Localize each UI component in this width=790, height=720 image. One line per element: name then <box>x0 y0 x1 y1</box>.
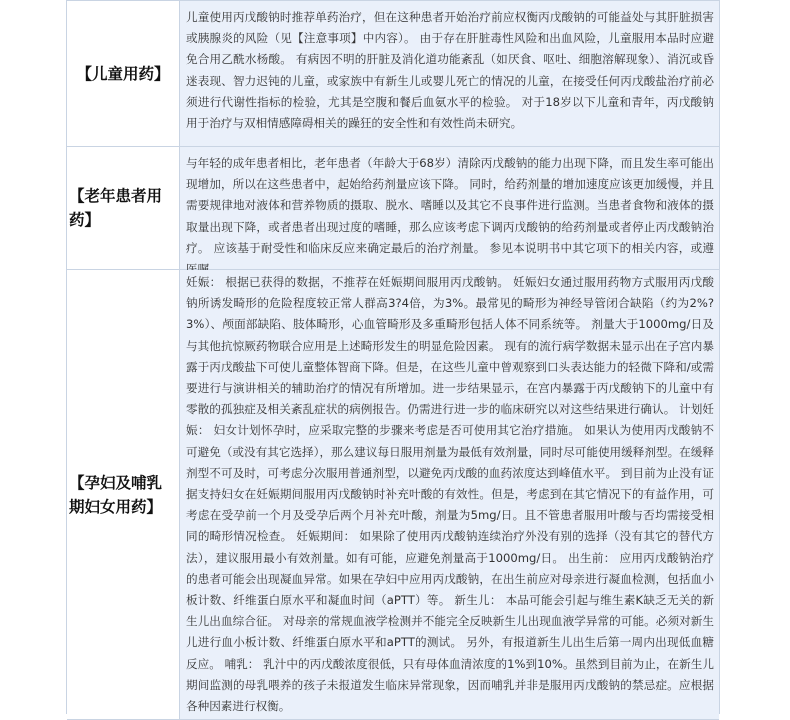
table-row-pediatric <box>67 0 719 147</box>
row-content-pediatric: 儿童使用丙戊酸钠时推荐单药治疗，但在这种患者开始治疗前应权衡丙戊酸钠的可能益处与其肝脏损害或胰腺炎的风险（见【注意事项】中内容）。 由于存在肝脏毒性风险和出血风险，儿童服用本品时应避免合用乙酰水杨酸。 有病因不明的肝脏及消化道功能紊乱（如厌食、呕吐、细胞溶解现象）、消沉或昏迷表现、智力迟钝的儿童，或家族中有新生儿或婴儿死亡的情况的儿童，在接受任何丙戊酸盐治疗前必须进行代谢性指标的检验，尤其是空腹和餐后血氨水平的检验。 对于18岁以下儿童和青年，丙戊酸钠用于治疗与双相情感障碍相关的躁狂的安全性和有效性尚未研究。 <box>180 1 719 146</box>
row-content-pregnancy: 妊娠： 根据已获得的数据，不推荐在妊娠期间服用丙戊酸钠。 妊娠妇女通过服用药物方式服用丙戊酸钠所诱发畸形的危险程度较正常人群高3?4倍，为3%。最常见的畸形为神经导管闭合缺陷（约为2%?3%）、颅面部缺陷、肢体畸形，心血管畸形及多重畸形包括人体不同系统等。 剂量大于1000mg/日及与其他抗惊厥药物联合应用是上述畸形发生的明显危险因素。 现有的流行病学数据未显示出在子宫内暴露于丙戊酸盐下可使儿童整体智商下降。但是，在这些儿童中曾观察到口头表达能力的轻微下降和/或需要进行与演讲相关的辅助治疗的情况有所增加。进一步结果显示，在宫内暴露于丙戊酸钠下的儿童中有零散的孤独症及相关紊乱症状的病例报告。仍需进行进一步的临床研究以对这些结果进行确认。 计划妊娠： 妇女计划怀孕时，应采取完整的步骤来考虑是否可使用其它治疗措施。 如果认为使用丙戊酸钠不可避免（或没有其它选择），那么建议每日服用剂量为最低有效剂量，同时尽可能使用缓释剂型。在缓释剂型不可及时，可考虑分次服用普通剂型，以避免丙戊酸的血药浓度达到峰值水平。 到目前为止没有证据支持妇女在妊娠期间服用丙戊酸钠时补充叶酸的有效性。但是，考虑到在其它情况下的有益作用，可考虑在受孕前一个月及受孕后两个月补充叶酸，剂量为5mg/日。且不管患者服用叶酸与否均需接受相同的畸形情况检查。 妊娠期间： 如果除了使用丙戊酸钠连续治疗外没有别的选择（没有其它的替代方法），建议服用最小有效剂量。如有可能，应避免剂量高于1000mg/日。 出生前： 应用丙戊酸钠治疗的患者可能会出现凝血异常。如果在孕妇中应用丙戊酸钠，在出生前应对母亲进行凝血检测，包括血小板计数、纤维蛋白原水平和凝血时间（aPTT）等。 新生儿： 本品可能会引起与维生素K缺乏无关的新生儿出血综合征。 对母亲的常规血液学检测并不能完全反映新生儿出现血液学异常的可能。必须对新生儿进行血小板计数、纤维蛋白原水平和aPTT的测试。 另外，有报道新生儿出生后第一周内出现低血糖反应。 哺乳： 乳汁中的丙戊酸浓度很低，只有母体血清浓度的1%到10%。虽然到目前为止，在新生儿期间监测的母乳喂养的孩子未报道发生临床异常现象，因而哺乳并非是服用丙戊酸钠的禁忌症。应根据各种因素进行权衡。 <box>180 270 719 719</box>
row-label-pediatric: 【儿童用药】 <box>67 1 180 146</box>
row-label-pregnancy: 【孕妇及哺乳期妇女用药】 <box>67 270 180 719</box>
drug-info-table <box>66 0 720 714</box>
row-content-elderly: 与年轻的成年患者相比，老年患者（年龄大于68岁）清除丙戊酸钠的能力出现下降，而且发生率可能出现增加，所以在这些患者中，起始给药剂量应该下降。 同时，给药剂量的增加速度应该更加缓慢，并且需要规律地对液体和营养物质的摄取、脱水、嗜睡以及其它不良事件进行监测。当患者食物和液体的摄取量出现下降，或者患者出现过度的嗜睡，那么应该考虑下调丙戊酸钠的给药剂量或者停止丙戊酸钠治疗。 应该基于耐受性和临床反应来确定最后的治疗剂量。 参见本说明书中其它项下的相关内容，或遵 <box>180 147 719 269</box>
table-row-pregnancy <box>67 270 719 720</box>
table-row-elderly <box>67 147 719 270</box>
row-label-elderly: 【老年患者用药】 <box>67 147 180 269</box>
